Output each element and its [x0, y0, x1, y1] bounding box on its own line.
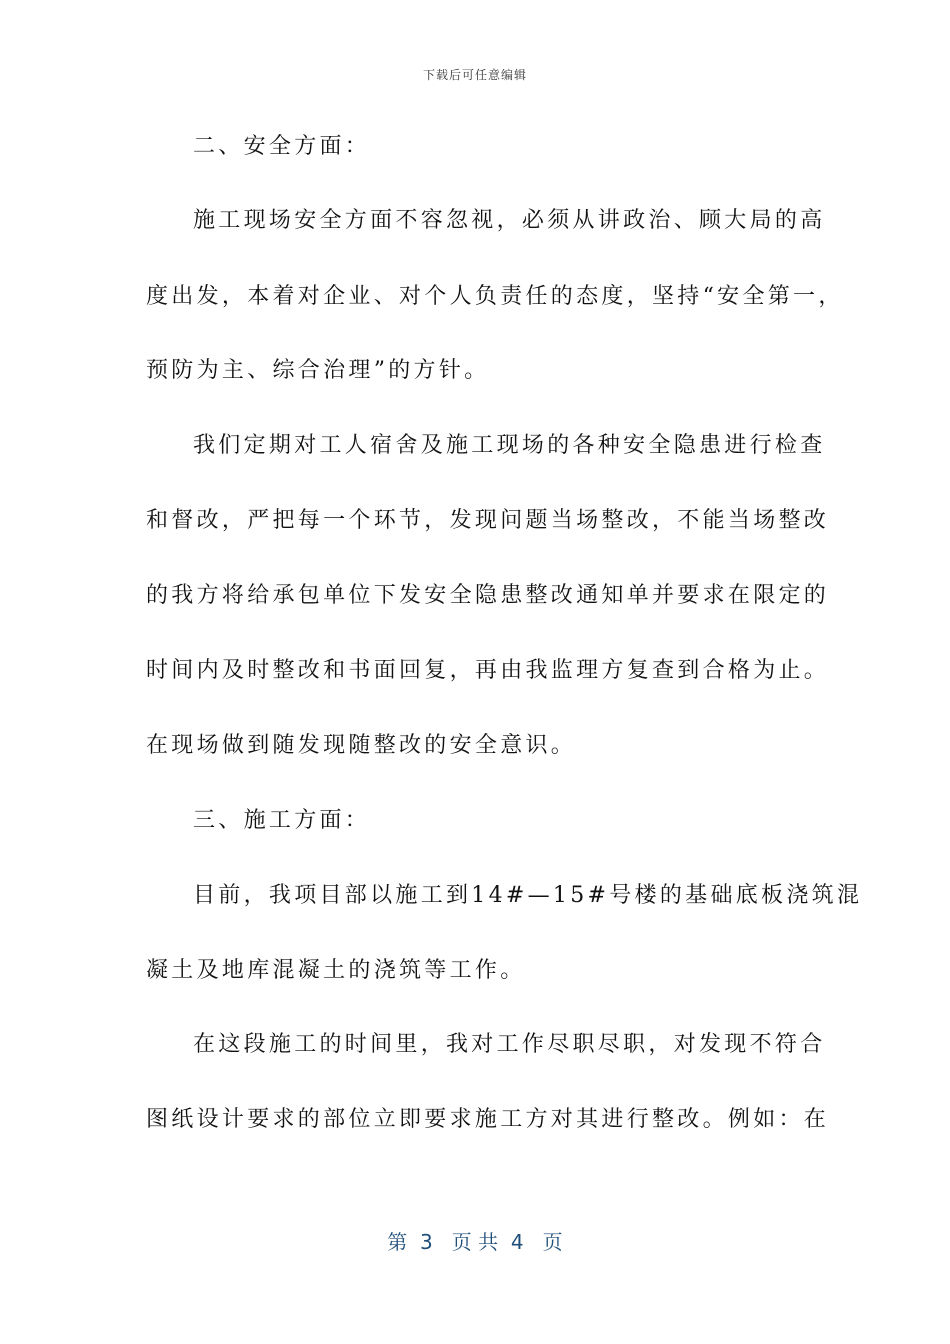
paragraph-line: 施工现场安全方面不容忽视，必须从讲政治、顾大局的高 [193, 208, 826, 233]
paragraph-line: 我们定期对工人宿舍及施工现场的各种安全隐患进行检查 [193, 433, 826, 458]
paragraph-line: 在现场做到随发现随整改的安全意识。 [146, 733, 577, 758]
paragraph-line: 在这段施工的时间里，我对工作尽职尽职，对发现不符合 [193, 1032, 826, 1057]
paragraph-line: 图纸设计要求的部位立即要求施工方对其进行整改。例如：在 [146, 1107, 830, 1132]
paragraph-line: 预防为主、综合治理”的方针。 [146, 358, 490, 383]
section-heading-construction: 三、施工方面： [193, 808, 371, 833]
paragraph-line: 时间内及时整改和书面回复，再由我监理方复查到合格为止。 [146, 658, 830, 683]
paragraph-line: 和督改，严把每一个环节，发现问题当场整改，不能当场整改 [146, 508, 830, 533]
section-heading-safety: 二、安全方面： [193, 134, 371, 159]
page-header-note: 下载后可任意编辑 [422, 68, 527, 82]
paragraph-line: 的我方将给承包单位下发安全隐患整改通知单并要求在限定的 [146, 583, 830, 608]
paragraph-line: 凝土及地库混凝土的浇筑等工作。 [146, 958, 526, 983]
paragraph-line: 度出发，本着对企业、对个人负责任的态度，坚持“安全第一， [146, 284, 844, 309]
page-number-footer: 第 3 页 共 4 页 [387, 1230, 563, 1254]
paragraph-line: 目前，我项目部以施工到14#—15#号楼的基础底板浇筑混 [193, 883, 863, 908]
